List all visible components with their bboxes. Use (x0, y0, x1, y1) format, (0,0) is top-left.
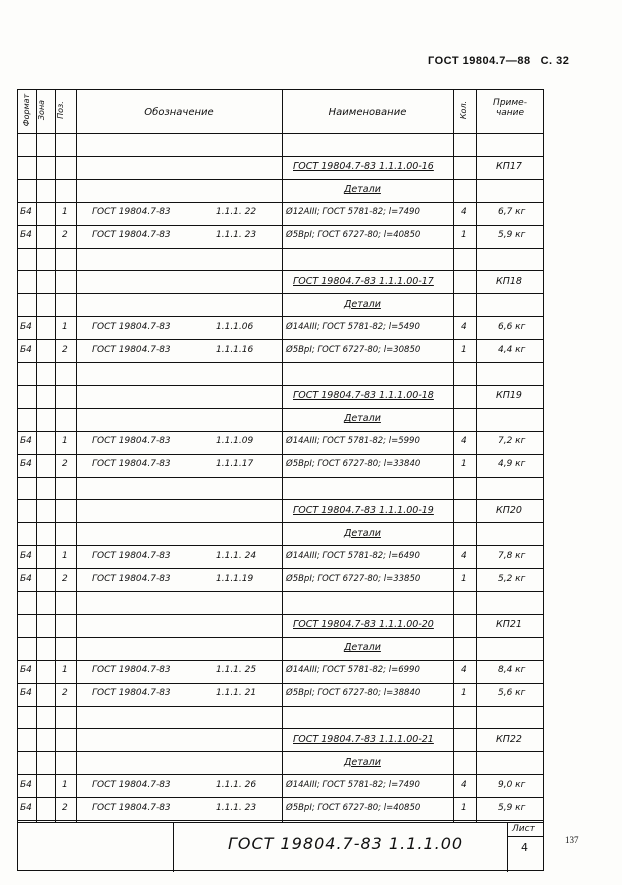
sheet-label: Лист (512, 824, 535, 834)
item-quantity: 4 (461, 665, 467, 676)
item-name: Ø14АIII; ГОСТ 5781-82; l=5990 (286, 436, 420, 447)
footer-divider-left (173, 822, 174, 872)
item-note: 4,4 кг (498, 344, 526, 355)
item-format: Б4 (20, 665, 32, 676)
item-document: ГОСТ 19804.7-83 (92, 207, 171, 218)
assembly-mark: КП22 (496, 733, 522, 745)
item-name: Ø14АIII; ГОСТ 5781-82; l=5490 (286, 321, 420, 332)
assembly-designation: ГОСТ 19804.7-83 1.1.1.00-17 (293, 275, 434, 287)
row-divider (18, 248, 543, 249)
row-divider (18, 545, 543, 546)
row-divider (18, 454, 543, 455)
item-quantity: 4 (461, 550, 467, 561)
col-format-header: Формат (22, 93, 31, 127)
item-format: Б4 (20, 344, 32, 355)
item-name: Ø14АIII; ГОСТ 5781-82; l=6990 (286, 665, 420, 676)
section-title: Детали (344, 756, 381, 768)
item-position: 2 (62, 573, 68, 584)
item-document: ГОСТ 19804.7-83 (92, 321, 171, 332)
item-position: 2 (62, 230, 68, 241)
item-quantity: 4 (461, 779, 467, 790)
item-name: Ø5ВрI; ГОСТ 6727-80; l=33840 (286, 459, 421, 470)
assembly-designation: ГОСТ 19804.7-83 1.1.1.00-19 (293, 504, 434, 516)
item-note: 8,4 кг (498, 665, 526, 676)
item-format: Б4 (20, 459, 32, 470)
col-designation-header: Обозначение (144, 107, 214, 118)
row-divider (18, 683, 543, 684)
row-divider (18, 660, 543, 661)
item-note: 5,2 кг (498, 573, 526, 584)
item-document: ГОСТ 19804.7-83 (92, 344, 171, 355)
item-code: 1.1.1. 22 (216, 207, 257, 218)
col-zone-header: Зона (37, 99, 46, 121)
row-divider (18, 202, 543, 203)
row-divider (18, 637, 543, 638)
item-document: ГОСТ 19804.7-83 (92, 230, 171, 241)
column-divider (55, 90, 56, 822)
item-name: Ø5ВрI; ГОСТ 6727-80; l=33850 (286, 573, 421, 584)
item-code: 1.1.1. 23 (216, 230, 257, 241)
item-quantity: 4 (461, 436, 467, 447)
item-document: ГОСТ 19804.7-83 (92, 802, 171, 813)
item-note: 5,6 кг (498, 688, 526, 699)
item-document: ГОСТ 19804.7-83 (92, 550, 171, 561)
page-header (428, 55, 569, 67)
item-quantity: 4 (461, 321, 467, 332)
header-page: С. 32 (540, 55, 570, 67)
item-quantity: 4 (461, 207, 467, 218)
item-code: 1.1.1. 24 (216, 550, 257, 561)
item-quantity: 1 (461, 230, 467, 241)
row-divider (18, 797, 543, 798)
assembly-mark: КП19 (496, 390, 522, 402)
item-quantity: 1 (461, 802, 467, 813)
section-title: Детали (344, 298, 381, 310)
item-format: Б4 (20, 207, 32, 218)
assembly-mark: КП17 (496, 161, 522, 173)
section-title: Детали (344, 642, 381, 654)
item-note: 4,9 кг (498, 459, 526, 470)
item-format: Б4 (20, 802, 32, 813)
col-name-header: Наименование (328, 107, 407, 118)
title-block-designation: ГОСТ 19804.7-83 1.1.1.00 (228, 834, 464, 853)
item-position: 2 (62, 688, 68, 699)
row-divider (18, 362, 543, 363)
col-pos-header: Поз. (56, 101, 65, 119)
item-position: 2 (62, 459, 68, 470)
item-note: 7,2 кг (498, 436, 526, 447)
item-note: 7,8 кг (498, 550, 526, 561)
row-divider (18, 225, 543, 226)
item-position: 1 (62, 779, 68, 790)
item-name: Ø5ВрI; ГОСТ 6727-80; l=40850 (286, 802, 421, 813)
row-divider (18, 477, 543, 478)
assembly-mark: КП18 (496, 275, 522, 287)
assembly-mark: КП21 (496, 619, 522, 631)
header-standard: ГОСТ 19804.7—88 (428, 55, 531, 67)
row-divider (18, 293, 543, 294)
item-document: ГОСТ 19804.7-83 (92, 573, 171, 584)
item-quantity: 1 (461, 344, 467, 355)
item-position: 1 (62, 550, 68, 561)
row-divider (18, 820, 543, 821)
section-title: Детали (344, 527, 381, 539)
column-divider (476, 90, 477, 822)
row-divider (18, 339, 543, 340)
item-note: 6,7 кг (498, 207, 526, 218)
assembly-designation: ГОСТ 19804.7-83 1.1.1.00-20 (293, 619, 434, 631)
sheet-box-divider (507, 836, 543, 837)
side-page-number: 137 (565, 835, 579, 845)
item-name: Ø12АIII; ГОСТ 5781-82; l=7490 (286, 207, 420, 218)
row-divider (18, 774, 543, 775)
item-quantity: 1 (461, 688, 467, 699)
section-title: Детали (344, 413, 381, 425)
item-code: 1.1.1.06 (216, 321, 254, 332)
row-divider (18, 499, 543, 500)
item-format: Б4 (20, 688, 32, 699)
row-divider (18, 728, 543, 729)
item-document: ГОСТ 19804.7-83 (92, 459, 171, 470)
row-divider (18, 316, 543, 317)
row-divider (18, 522, 543, 523)
item-position: 1 (62, 665, 68, 676)
sheet-number: 4 (521, 841, 528, 854)
row-divider (18, 179, 543, 180)
row-divider (18, 385, 543, 386)
column-divider (453, 90, 454, 822)
item-document: ГОСТ 19804.7-83 (92, 779, 171, 790)
item-format: Б4 (20, 779, 32, 790)
column-divider (76, 90, 77, 822)
assembly-designation: ГОСТ 19804.7-83 1.1.1.00-16 (293, 161, 434, 173)
item-format: Б4 (20, 573, 32, 584)
item-position: 1 (62, 207, 68, 218)
section-title: Детали (344, 184, 381, 196)
item-name: Ø5ВрI; ГОСТ 6727-80; l=38840 (286, 688, 421, 699)
item-position: 2 (62, 344, 68, 355)
item-note: 6,6 кг (498, 321, 526, 332)
row-divider (18, 408, 543, 409)
footer-divider-right (507, 822, 508, 872)
item-quantity: 1 (461, 459, 467, 470)
item-position: 1 (62, 321, 68, 332)
item-name: Ø5ВрI; ГОСТ 6727-80; l=40850 (286, 230, 421, 241)
assembly-designation: ГОСТ 19804.7-83 1.1.1.00-21 (293, 733, 434, 745)
item-note: 9,0 кг (498, 779, 526, 790)
item-code: 1.1.1.09 (216, 436, 254, 447)
item-note: 5,9 кг (498, 802, 526, 813)
item-format: Б4 (20, 230, 32, 241)
col-note-header: Приме- чание (493, 98, 527, 119)
assembly-designation: ГОСТ 19804.7-83 1.1.1.00-18 (293, 390, 434, 402)
footer-divider (18, 822, 543, 823)
col-qty-header: Кол. (459, 100, 468, 120)
item-position: 1 (62, 436, 68, 447)
item-code: 1.1.1. 23 (216, 802, 257, 813)
item-code: 1.1.1. 21 (216, 688, 257, 699)
column-divider (282, 90, 283, 822)
row-divider (18, 751, 543, 752)
row-divider (18, 431, 543, 432)
item-name: Ø14АIII; ГОСТ 5781-82; l=7490 (286, 779, 420, 790)
item-format: Б4 (20, 436, 32, 447)
specification-table (17, 89, 544, 871)
row-divider (18, 568, 543, 569)
row-divider (18, 591, 543, 592)
item-name: Ø14АIII; ГОСТ 5781-82; l=6490 (286, 550, 420, 561)
item-code: 1.1.1. 25 (216, 665, 257, 676)
column-divider (36, 90, 37, 822)
item-code: 1.1.1.17 (216, 459, 254, 470)
item-code: 1.1.1.16 (216, 344, 254, 355)
row-divider (18, 270, 543, 271)
item-document: ГОСТ 19804.7-83 (92, 688, 171, 699)
row-divider (18, 614, 543, 615)
item-quantity: 1 (461, 573, 467, 584)
item-note: 5,9 кг (498, 230, 526, 241)
row-divider (18, 706, 543, 707)
header-divider (18, 133, 543, 134)
item-position: 2 (62, 802, 68, 813)
item-format: Б4 (20, 321, 32, 332)
row-divider (18, 156, 543, 157)
assembly-mark: КП20 (496, 504, 522, 516)
item-code: 1.1.1.19 (216, 573, 254, 584)
item-code: 1.1.1. 26 (216, 779, 257, 790)
item-name: Ø5ВрI; ГОСТ 6727-80; l=30850 (286, 344, 421, 355)
item-document: ГОСТ 19804.7-83 (92, 436, 171, 447)
item-document: ГОСТ 19804.7-83 (92, 665, 171, 676)
item-format: Б4 (20, 550, 32, 561)
